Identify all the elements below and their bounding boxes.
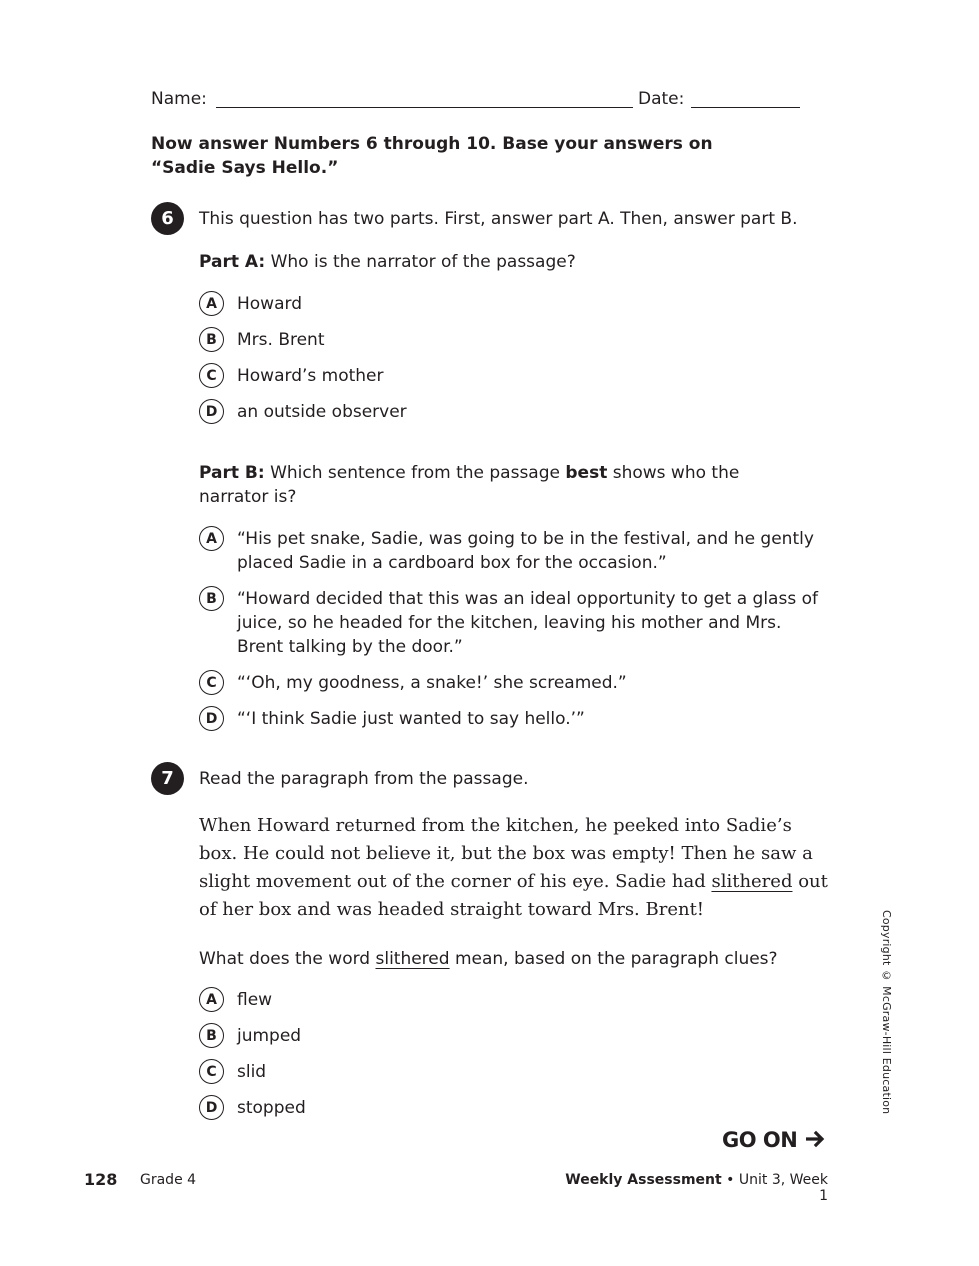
name-date-row	[151, 89, 811, 115]
option-text: Howard	[237, 294, 302, 314]
option-letter-c[interactable]: C	[199, 1059, 224, 1084]
option-text: “‘Oh, my goodness, a snake!’ she screamed.”	[237, 673, 627, 693]
arrow-right-icon	[806, 1130, 826, 1148]
question-6-number: 6	[151, 202, 184, 235]
option-text: “His pet snake, Sadie, was going to be in the festival, and he gently placed Sadie in a cardboard box for the occasion.”	[237, 529, 814, 573]
passage-underlined-word: slithered	[711, 871, 793, 892]
date-label: Date:	[638, 89, 685, 109]
part-b-label: Part B:	[199, 463, 265, 483]
option-letter-a[interactable]: A	[199, 987, 224, 1012]
part-a-question: Who is the narrator of the passage?	[265, 252, 576, 272]
passage-text-post: out of her box and was headed straight toward Mrs. Brent!	[199, 871, 828, 920]
footer-assessment: Weekly Assessment	[565, 1172, 722, 1188]
option-letter-b[interactable]: B	[199, 327, 224, 352]
option-text: “Howard decided that this was an ideal opportunity to get a glass of juice, so he headed for the kitchen, leaving his mother and Mrs. Brent talking by the door.”	[237, 589, 818, 657]
option-text: flew	[237, 990, 273, 1010]
option-letter-c[interactable]: C	[199, 363, 224, 388]
option-letter-c[interactable]: C	[199, 670, 224, 695]
option-letter-a[interactable]: A	[199, 526, 224, 551]
footer-separator: •	[721, 1172, 739, 1188]
question-6-intro: This question has two parts. First, answer part A. Then, answer part B.	[199, 209, 798, 229]
name-label: Name:	[151, 89, 207, 109]
option-text: “‘I think Sadie just wanted to say hello.’”	[237, 709, 585, 729]
instructions-line-1: Now answer Numbers 6 through 10. Base your answers on	[151, 134, 713, 154]
option-text: Mrs. Brent	[237, 330, 325, 350]
passage-paragraph	[199, 812, 829, 924]
q7-question-word: slithered	[375, 949, 450, 969]
go-on-label: GO ON	[722, 1128, 798, 1152]
footer-assessment-info	[560, 1172, 828, 1204]
option-text: an outside observer	[237, 402, 407, 422]
part-b-question-post: shows who the narrator is?	[199, 463, 740, 507]
option-letter-d[interactable]: D	[199, 399, 224, 424]
question-6-part-b	[199, 461, 809, 509]
question-7-number: 7	[151, 762, 184, 795]
question-6-part-a	[199, 250, 839, 274]
q7-question-post: mean, based on the paragraph clues?	[449, 949, 778, 969]
part-b-question-bold: best	[565, 463, 608, 483]
question-7-question	[199, 947, 839, 971]
go-on-indicator	[722, 1128, 826, 1152]
instructions-line-2: “Sadie Says Hello.”	[151, 158, 339, 178]
option-letter-a[interactable]: A	[199, 291, 224, 316]
q7-question-pre: What does the word	[199, 949, 376, 969]
footer-unit-week: Unit 3, Week 1	[738, 1172, 828, 1204]
option-text: jumped	[237, 1026, 302, 1046]
footer-grade: Grade 4	[140, 1172, 197, 1188]
option-letter-b[interactable]: B	[199, 1023, 224, 1048]
option-letter-d[interactable]: D	[199, 1095, 224, 1120]
question-7-intro: Read the paragraph from the passage.	[199, 769, 529, 789]
option-text: Howard’s mother	[237, 366, 384, 386]
part-a-label: Part A:	[199, 252, 266, 272]
date-field-line[interactable]	[691, 107, 800, 108]
name-field-line[interactable]	[216, 107, 633, 108]
option-letter-d[interactable]: D	[199, 706, 224, 731]
part-b-question-pre: Which sentence from the passage	[264, 463, 566, 483]
passage-text-pre: When Howard returned from the kitchen, he peeked into Sadie’s box. He could not believe it, but the box was empty! Then he saw a slight movement out of the corner of his eye. Sadie had	[199, 815, 813, 892]
option-text: stopped	[237, 1098, 306, 1118]
option-text: slid	[237, 1062, 267, 1082]
instructions	[151, 132, 771, 180]
copyright-notice: Copyright © McGraw-Hill Education	[880, 910, 893, 1115]
page-number: 128	[84, 1170, 118, 1189]
option-letter-b[interactable]: B	[199, 586, 224, 611]
